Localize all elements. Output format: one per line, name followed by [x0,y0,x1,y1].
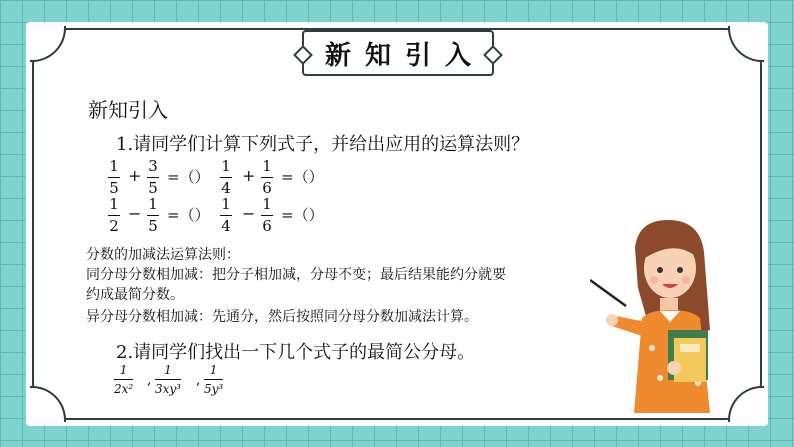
numerator: 1 [221,195,231,213]
comma: , [196,372,201,388]
denominator: 4 [221,179,231,197]
numerator: 1 [119,363,128,377]
numerator: 3 [148,157,158,175]
eye-left [657,267,663,273]
numerator: 1 [209,363,218,377]
fraction [108,196,120,235]
rule-line: 同分母分数相加减：把分子相加减，分母不变；最后结果能约分就要 [86,267,506,283]
rule-line: 异分母分数相加减：先通分，然后按照同分母分数加减法计算。 [86,309,478,325]
cheek-right [682,276,690,284]
fraction [108,158,120,197]
hand-pointing [606,314,618,326]
rules-title: 分数的加减法运算法则： [86,247,240,263]
page-title: 新知引入 [324,40,485,71]
operator: + [242,166,256,185]
question-1: 1.请同学们计算下列式子，并给出应用的运算法则？ [116,134,530,155]
fraction [220,158,232,197]
fraction [261,158,273,197]
numerator: 1 [262,195,272,213]
section-heading: 新知引入 [88,98,168,122]
hand-holding [667,361,681,375]
denominator: 4 [221,217,231,235]
corner-notch-top-left [30,26,66,62]
rule-line: 约成最简分数。 [86,287,184,303]
teacher-illustration [590,218,740,413]
denominator: 2 [109,217,119,235]
equals-blank: =（） [281,168,324,186]
fraction [204,363,223,396]
eye-right [677,267,683,273]
cheek-left [650,276,658,284]
fraction [147,158,159,197]
fraction [147,196,159,235]
operator: − [242,204,256,223]
denominator: 6 [262,179,272,197]
denominator: 5 [148,179,158,197]
fraction [220,196,232,235]
fraction [261,196,273,235]
fraction [114,363,133,396]
numerator: 1 [221,157,231,175]
comma: , [147,372,152,388]
numerator: 1 [164,363,172,377]
denominator: 5 [148,217,158,235]
numerator: 1 [109,195,119,213]
denominator: 6 [262,217,272,235]
numerator: 1 [262,157,272,175]
title-banner [302,30,494,76]
question-2: 2.请同学们找出一下几个式子的最简公分母。 [116,342,476,363]
numerator: 1 [109,157,119,175]
corner-notch-bottom-left [30,386,66,422]
numerator: 1 [148,195,158,213]
denominator: 5 [109,179,119,197]
denominator: 5y³ [204,382,224,396]
corner-notch-top-right [728,26,764,62]
operator: + [128,166,142,185]
denominator: 3xy³ [155,382,181,396]
denominator: 2x² [114,382,134,396]
operator: − [128,204,142,223]
equals-blank: =（） [167,168,210,186]
pointer-stick [590,280,626,306]
fraction [155,363,181,396]
equals-blank: =（） [167,206,210,224]
equals-blank: =（） [281,206,324,224]
